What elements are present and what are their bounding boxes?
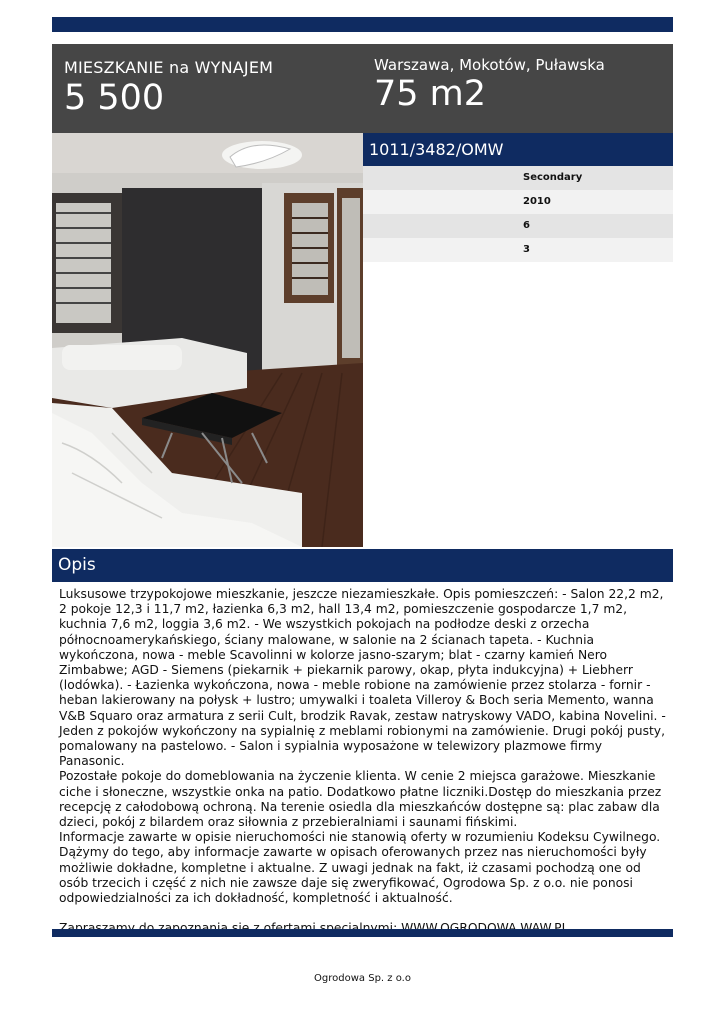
detail-value: 3 bbox=[523, 244, 530, 255]
listing-type: MIESZKANIE na WYNAJEM bbox=[64, 58, 274, 77]
detail-value: 2010 bbox=[523, 196, 551, 207]
reference-bar bbox=[363, 133, 673, 166]
detail-row-year bbox=[363, 190, 673, 214]
area: 75 m2 bbox=[374, 74, 487, 114]
location: Warszawa, Mokotów, Puławska bbox=[374, 56, 605, 74]
bottom-rule bbox=[52, 929, 673, 937]
section-title: Opis bbox=[58, 555, 96, 575]
detail-value: Secondary bbox=[523, 172, 583, 183]
detail-row-rooms bbox=[363, 238, 673, 262]
disclaimer-text: Informacje zawarte w opisie nieruchomości nie stanowią oferty w rozumieniu Kodeksu Cywilnego. Dążymy do tego, aby informacje zawarte w opisach oferowanych przez nas nieruchomości były możliwie dokładne, kompletne i aktualne. Z uwagi jednak na fakt, iż czasami pochodzą one od osób trzecich i część z nich nie zawsze daje się zweryfikować, Ogrodowa Sp. z o.o. nie ponosi odpowiedzialności za ich dokładność, kompletność i aktualność. bbox=[59, 830, 661, 906]
listing-header bbox=[52, 44, 673, 133]
apartment-photo bbox=[52, 133, 363, 547]
detail-value: 6 bbox=[523, 220, 530, 231]
description-body bbox=[59, 587, 669, 937]
description-section-bar bbox=[52, 549, 673, 582]
price: 5 500 bbox=[64, 78, 165, 118]
detail-row-market bbox=[363, 166, 673, 190]
description-text: Luksusowe trzypokojowe mieszkanie, jeszcze niezamieszkałe. Opis pomieszczeń: - Salon 22,2 m2, 2 pokoje 12,3 i 11,7 m2, łazienka 6,3 m2, hall 13,4 m2, pomieszczenie gospodarcze 1,7 m2, kuchnia 7,6 m2, loggia 3,6 m2. - We wszystkich pokojach na podłodze deski z orzecha północnoamerykańskiego, ściany malowane, w salonie na 2 ścianach tapeta. - Kuchnia wykończona, nowa - meble Scavolinni w kolorze jasno-szarym; blat - czarny kamień Nero Zimbabwe; AGD - Siemens (piekarnik + piekarnik parowy, okap, płyta indukcyjna) + Liebherr (lodówka). - Łazienka wykończona, nowa - meble robione na zamówienie przez stolarza - fornir - heban lakierowany na połysk + lustro; umywalki i toaleta Villeroy & Boch seria Memento, wanna V&B Squaro oraz armatura z serii Cult, brodzik Ravak, zestaw natryskowy VADO, kabina Novelini. - Jeden z pokojów wykończony na sypialnię z meblami robionymi na zamówienie. Drugi pokój pusty, pomalowany na pastelowo. - Salon i sypialnia wyposażone w telewizory plazmowe firmy Panasonic. Pozostałe pokoje do domeblowania na życzenie klienta. W cenie 2 miejsca garażowe. Mieszkanie ciche i słoneczne, wszystkie onka na patio. Dodatkowo płatne liczniki.Dostęp do mieszkania przez recepcję z całodobową ochroną. Na terenie osiedla dla mieszkańców dostępne są: plac zabaw dla dzieci, pokój z bilardem oraz siłownia z przebieralniami i saunami fińskimi. bbox=[59, 587, 666, 830]
reference-number: 1011/3482/OMW bbox=[369, 140, 504, 159]
detail-row-floor bbox=[363, 214, 673, 238]
top-rule bbox=[52, 17, 673, 32]
footer-company: Ogrodowa Sp. z o.o bbox=[314, 973, 411, 984]
